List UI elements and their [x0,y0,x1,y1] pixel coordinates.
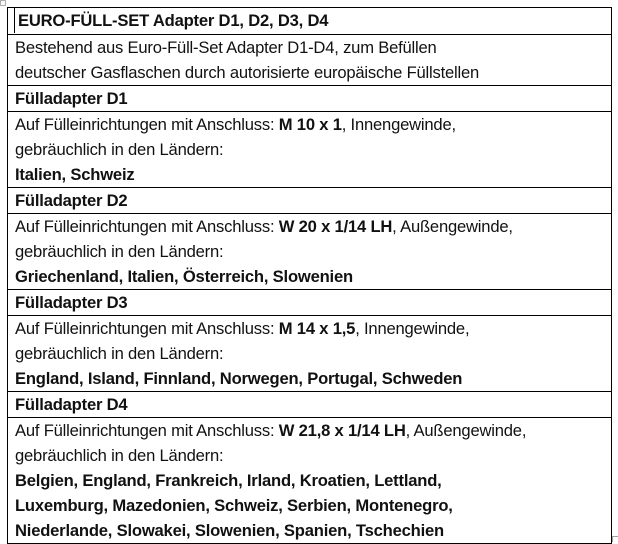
thread-type: , Innengewinde, [355,319,470,338]
connection-spec: M 14 x 1,5 [278,319,356,338]
intro-cell [8,35,612,86]
table-title [8,8,612,35]
thread-type: , Außengewinde, [405,421,527,440]
thread-type: , Außengewinde, [392,217,513,236]
intro-line: Bestehend aus Euro-Füll-Set Adapter D1-D4, zum Befüllen [15,38,437,57]
countries-line: Luxemburg, Mazedonien, Schweiz, Serbien, Montenegro, [15,496,453,515]
countries-line: Griechenland, Italien, Österreich, Slowenien [15,267,353,286]
adapter-body-d3 [8,316,612,392]
adapter-heading-d2: Fülladapter D2 [8,188,612,214]
title-row [8,8,612,35]
connection-prefix: Auf Fülleinrichtungen mit Anschluss: [15,421,279,440]
adapter-body-row [8,316,612,392]
intro-row [8,35,612,86]
connection-prefix: Auf Fülleinrichtungen mit Anschluss: [15,217,279,236]
adapter-body-row [8,214,612,290]
adapter-heading-d4: Fülladapter D4 [8,392,612,418]
adapter-body-row [8,112,612,188]
countries-line: Italien, Schweiz [15,165,135,184]
adapter-heading-row [8,86,612,112]
connection-prefix: Auf Fülleinrichtungen mit Anschluss: [15,319,279,338]
adapter-body-d2 [8,214,612,290]
connection-spec: W 20 x 1/14 LH [278,217,393,236]
connection-spec: W 21,8 x 1/14 LH [278,421,406,440]
adapter-heading-row [8,392,612,418]
connection-line [15,214,604,239]
adapter-table [7,7,612,544]
connection-prefix: Auf Fülleinrichtungen mit Anschluss: [15,115,279,134]
adapter-heading-row [8,188,612,214]
connection-line [15,112,604,137]
table-move-handle[interactable] [0,0,6,6]
table-resize-handle[interactable] [612,536,618,542]
countries-line: England, Island, Finnland, Norwegen, Portugal, Schweden [15,369,463,388]
adapter-body-d4 [8,418,612,544]
usage-label: gebräuchlich in den Ländern: [15,446,224,465]
connection-spec: M 10 x 1 [278,115,342,134]
usage-label: gebräuchlich in den Ländern: [15,344,224,363]
connection-line [15,418,604,443]
adapter-heading-d1: Fülladapter D1 [8,86,612,112]
usage-label: gebräuchlich in den Ländern: [15,242,224,261]
adapter-body-d1 [8,112,612,188]
adapter-heading-d3: Fülladapter D3 [8,290,612,316]
countries-line: Belgien, England, Frankreich, Irland, Kroatien, Lettland, [15,471,442,490]
countries-line: Niederlande, Slowakei, Slowenien, Spanien, Tschechien [15,521,444,540]
adapter-body-row [8,418,612,544]
usage-label: gebräuchlich in den Ländern: [15,140,224,159]
intro-line: deutscher Gasflaschen durch autorisierte europäische Füllstellen [15,63,480,82]
connection-line [15,316,604,341]
title-text: EURO-FÜLL-SET Adapter D1, D2, D3, D4 [14,8,604,33]
thread-type: , Innengewinde, [341,115,456,134]
adapter-heading-row [8,290,612,316]
